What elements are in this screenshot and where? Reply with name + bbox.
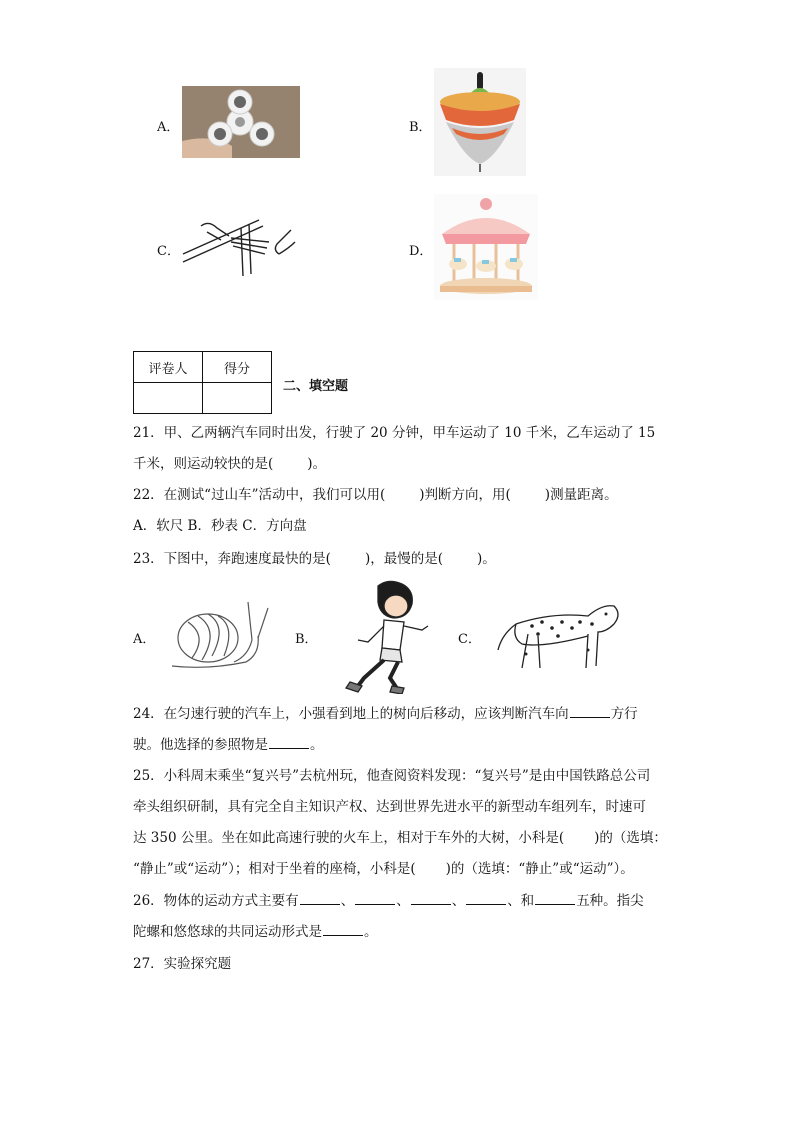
q26-sep-3: 、 — [451, 893, 466, 909]
q26-blank-1[interactable] — [300, 891, 340, 905]
q25-line3 — [133, 828, 667, 848]
q26-text-c: 陀螺和悠悠球的共同运动形式是 — [133, 924, 322, 940]
option-c-label: C． — [157, 244, 180, 259]
q26-text-b: 五种。指尖 — [576, 893, 644, 909]
q23-text-b: )，最慢的是( — [364, 551, 443, 567]
q23-option-c-label: C． — [458, 632, 481, 647]
q26-sep-1: 、 — [340, 893, 355, 909]
q27-line1: 27．实验探究题 — [133, 956, 232, 972]
q22-text-a: 22．在测试“过山车”活动中，我们可以用( — [133, 487, 386, 503]
q25-text-b: )的（选填： — [594, 830, 667, 846]
q24-text-b: 方行 — [610, 706, 638, 722]
cheetah-image — [492, 594, 624, 676]
q26-text-a: 26．物体的运动方式主要有 — [133, 893, 299, 909]
q24-line2 — [133, 735, 324, 755]
q25-line4 — [133, 859, 634, 879]
q25-line1: 25．小科周末乘坐“复兴号”去杭州玩，他查阅资料发现：“复兴号”是由中国铁路总公司 — [133, 768, 651, 784]
q24-blank-2[interactable] — [269, 735, 309, 749]
q23-text-a: 23．下图中，奔跑速度最快的是( — [133, 551, 331, 567]
q26-blank-3[interactable] — [411, 891, 451, 905]
q26-line2 — [133, 922, 378, 942]
fidget-spinner-image — [182, 86, 300, 158]
reviewer-header: 评卷人 — [134, 352, 203, 383]
q21-line1: 21．甲、乙两辆汽车同时出发，行驶了 20 分钟，甲车运动了 10 千米，乙车运动了 15 — [133, 425, 656, 441]
q24-line1 — [133, 704, 638, 724]
ruler-sketch-image — [181, 214, 299, 278]
q23-option-a-label: A． — [133, 632, 156, 647]
q25-text-d: )的（选填：“静止”或“运动”）。 — [445, 861, 634, 877]
reviewer-cell[interactable] — [134, 383, 203, 414]
q25-text-c: “静止”或“运动”）；相对于坐着的座椅，小科是( — [133, 861, 416, 877]
q26-blank-2[interactable] — [355, 891, 395, 905]
option-a-label: A． — [157, 120, 180, 135]
q24-text-c: 驶。他选择的参照物是 — [133, 737, 268, 753]
snail-image — [168, 596, 274, 672]
q26-text-d: 。 — [364, 924, 378, 940]
q22-text-b: )判断方向，用( — [419, 487, 511, 503]
score-table — [133, 351, 272, 414]
q24-text-a: 24．在匀速行驶的汽车上，小强看到地上的树向后移动，应该判断汽车向 — [133, 706, 569, 722]
q22-text-c: )测量距离。 — [544, 487, 618, 503]
q21-text-a: 千米，则运动较快的是( — [133, 456, 274, 472]
q22-options: A．软尺 B．秒表 C．方向盘 — [133, 518, 307, 534]
q25-line2: 牵头组织研制，具有完全自主知识产权、达到世界先进水平的新型动车组列车，时速可 — [133, 799, 646, 815]
score-header: 得分 — [203, 352, 272, 383]
option-b-label: B． — [409, 120, 432, 135]
q26-line1 — [133, 891, 644, 911]
q26-blank-6[interactable] — [323, 922, 363, 936]
q26-blank-5[interactable] — [535, 891, 575, 905]
q26-and: 、和 — [507, 893, 535, 909]
carousel-image — [434, 194, 538, 300]
score-cell[interactable] — [203, 383, 272, 414]
q23-line1 — [133, 549, 496, 569]
running-boy-image — [338, 578, 434, 694]
section-title: 二、填空题 — [283, 379, 349, 394]
spinning-top-image — [434, 68, 526, 176]
q24-text-d: 。 — [310, 737, 324, 753]
q21-line2 — [133, 454, 326, 474]
q25-text-a: 达 350 公里。坐在如此高速行驶的火车上，相对于车外的大树，小科是( — [133, 830, 565, 846]
q23-text-c: )。 — [477, 551, 496, 567]
q21-text-b: )。 — [307, 456, 327, 472]
q26-blank-4[interactable] — [466, 891, 506, 905]
q23-option-b-label: B． — [295, 632, 318, 647]
option-d-label: D． — [409, 244, 433, 259]
q22-line1 — [133, 485, 618, 505]
q26-sep-2: 、 — [396, 893, 410, 909]
q24-blank-1[interactable] — [570, 704, 610, 718]
